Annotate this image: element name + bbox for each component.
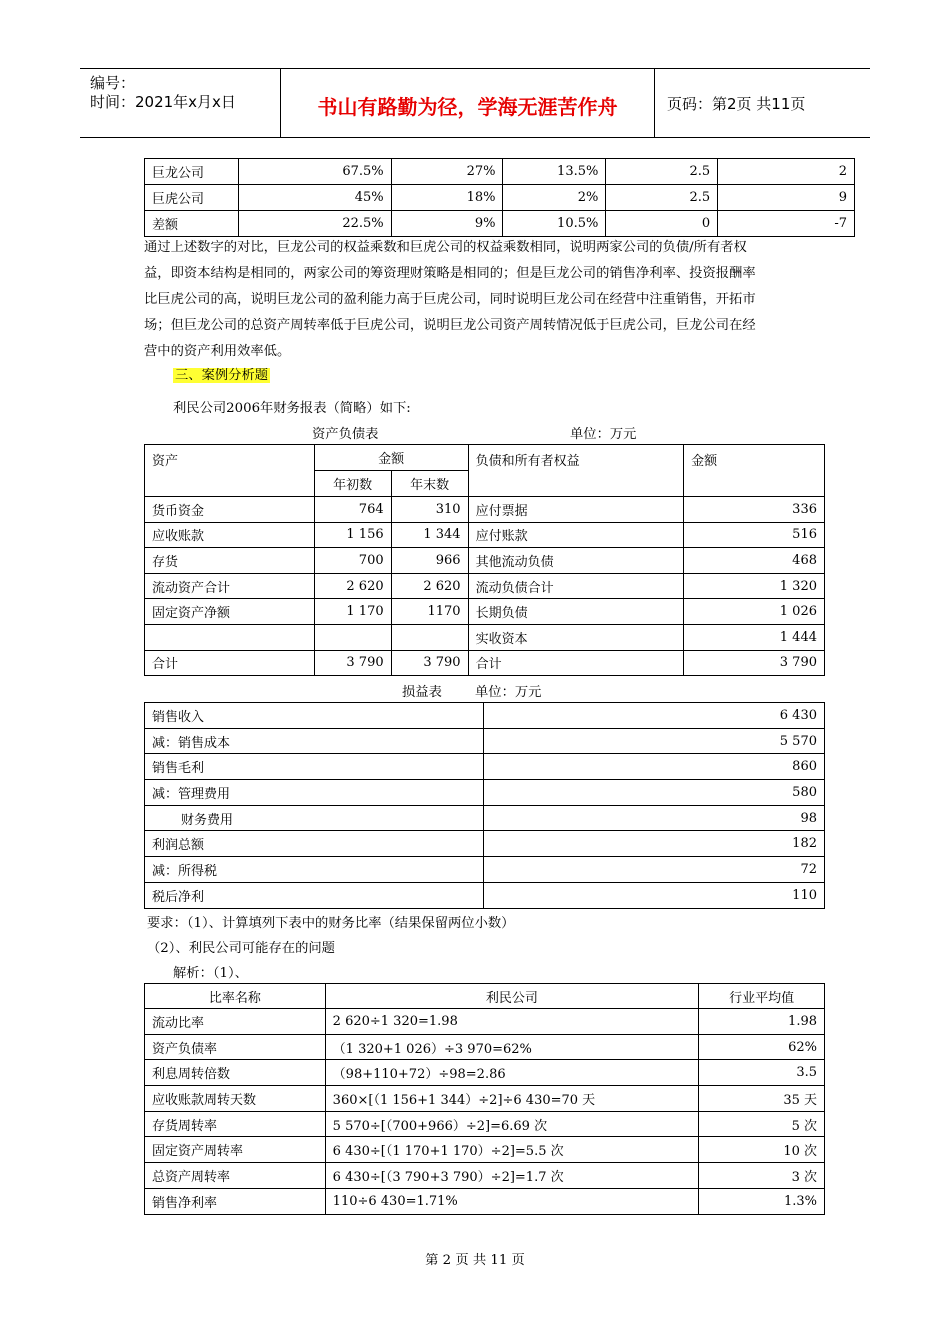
table-row — [145, 703, 825, 729]
liability-value-cell: 1 444 — [684, 624, 825, 650]
requirement-2: （2）、利民公司可能存在的问题 — [147, 941, 335, 956]
industry-avg-cell: 1.3% — [699, 1188, 825, 1214]
item-value-cell: 182 — [483, 831, 824, 857]
industry-avg-cell: 5 次 — [699, 1111, 825, 1137]
value-cell: 9% — [391, 211, 503, 237]
table-row — [145, 1060, 825, 1086]
header-amount-2: 金额 — [684, 445, 825, 497]
industry-avg-cell: 1.98 — [699, 1009, 825, 1035]
liability-name-cell: 长期负债 — [468, 599, 684, 625]
header-motto-cell — [281, 69, 655, 137]
value-cell: 0 — [606, 211, 718, 237]
industry-avg-cell: 3 次 — [699, 1163, 825, 1189]
table-row — [145, 211, 855, 237]
company-calc-cell: 360×[（1 156+1 344）÷2]÷6 430=70 天 — [325, 1086, 698, 1112]
ratio-name-cell: 固定资产周转率 — [145, 1137, 326, 1163]
page-footer: 第 2 页 共 11 页 — [425, 1253, 525, 1268]
item-value-cell: 580 — [483, 780, 824, 806]
value-cell: 2 — [718, 159, 855, 185]
analysis-line: 营中的资产利用效率低。 — [144, 344, 291, 359]
header-begin: 年初数 — [314, 471, 391, 497]
end-value-cell: 3 790 — [391, 650, 468, 676]
table-row — [145, 1188, 825, 1214]
intro-text: 利民公司2006年财务报表（简略）如下: — [173, 401, 411, 416]
ratio-table — [144, 983, 825, 1215]
table-row — [145, 185, 855, 211]
industry-avg-cell: 35 天 — [699, 1086, 825, 1112]
table-row — [145, 728, 825, 754]
table-row — [145, 522, 825, 548]
item-name-cell: 减：所得税 — [145, 857, 484, 883]
item-name-cell: 财务费用 — [145, 805, 484, 831]
comparison-table — [144, 158, 855, 237]
asset-name-cell — [145, 624, 315, 650]
header-ratio-name: 比率名称 — [145, 984, 326, 1009]
table-row — [145, 548, 825, 574]
item-value-cell: 6 430 — [483, 703, 824, 729]
liability-value-cell: 516 — [684, 522, 825, 548]
header-meta — [80, 69, 281, 137]
table-row — [145, 624, 825, 650]
page-header — [80, 68, 870, 138]
header-page-cell — [655, 69, 870, 137]
item-name-cell: 税后净利 — [145, 882, 484, 908]
ratio-name-cell: 流动比率 — [145, 1009, 326, 1035]
value-cell: 27% — [391, 159, 503, 185]
ratio-name-cell: 销售净利率 — [145, 1188, 326, 1214]
header-company: 利民公司 — [325, 984, 698, 1009]
company-calc-cell: 110÷6 430=1.71% — [325, 1188, 698, 1214]
liability-name-cell: 合计 — [468, 650, 684, 676]
table-row — [145, 1111, 825, 1137]
industry-avg-cell: 3.5 — [699, 1060, 825, 1086]
header-industry-avg: 行业平均值 — [699, 984, 825, 1009]
value-cell: 13.5% — [503, 159, 606, 185]
company-name-cell: 巨龙公司 — [145, 159, 239, 185]
company-calc-cell: 2 620÷1 320=1.98 — [325, 1009, 698, 1035]
header-liabilities: 负债和所有者权益 — [468, 445, 684, 497]
begin-value-cell: 1 156 — [314, 522, 391, 548]
value-cell: 10.5% — [503, 211, 606, 237]
table-row — [145, 805, 825, 831]
begin-value-cell: 2 620 — [314, 573, 391, 599]
analysis-line: 益，即资本结构是相同的，两家公司的筹资理财策略是相同的；但是巨龙公司的销售净利率、投资报酬率 — [144, 266, 756, 281]
liability-value-cell: 336 — [684, 497, 825, 523]
company-name-cell: 巨虎公司 — [145, 185, 239, 211]
company-calc-cell: （98+110+72）÷98=2.86 — [325, 1060, 698, 1086]
number-label: 编号： — [90, 74, 136, 92]
header-assets: 资产 — [145, 445, 315, 497]
table-row — [145, 1137, 825, 1163]
ratio-name-cell: 利息周转倍数 — [145, 1060, 326, 1086]
item-name-cell: 销售毛利 — [145, 754, 484, 780]
end-value-cell: 1 344 — [391, 522, 468, 548]
value-cell: -7 — [718, 211, 855, 237]
liability-value-cell: 1 320 — [684, 573, 825, 599]
begin-value-cell: 3 790 — [314, 650, 391, 676]
value-cell: 2.5 — [606, 185, 718, 211]
header-end: 年末数 — [391, 471, 468, 497]
value-cell: 9 — [718, 185, 855, 211]
header-amount: 金额 — [314, 445, 468, 471]
table-row — [145, 1163, 825, 1189]
table-row — [145, 159, 855, 185]
table-row — [145, 857, 825, 883]
requirement-1: 要求：（1）、计算填列下表中的财务比率（结果保留两位小数） — [147, 916, 515, 931]
industry-avg-cell: 10 次 — [699, 1137, 825, 1163]
balance-sheet-table — [144, 444, 825, 676]
begin-value-cell — [314, 624, 391, 650]
company-name-cell: 差额 — [145, 211, 239, 237]
analysis-line: 场；但巨龙公司的总资产周转率低于巨虎公司，说明巨龙公司资产周转情况低于巨虎公司，巨龙公司在经 — [144, 318, 756, 333]
end-value-cell: 310 — [391, 497, 468, 523]
ratio-name-cell: 资产负债率 — [145, 1034, 326, 1060]
liability-value-cell: 3 790 — [684, 650, 825, 676]
company-calc-cell: （1 320+1 026）÷3 970=62% — [325, 1034, 698, 1060]
balance-unit: 单位：万元 — [570, 427, 637, 442]
asset-name-cell: 货币资金 — [145, 497, 315, 523]
begin-value-cell: 1 170 — [314, 599, 391, 625]
item-name-cell: 销售收入 — [145, 703, 484, 729]
table-row — [145, 1086, 825, 1112]
section-title — [173, 364, 270, 383]
begin-value-cell: 700 — [314, 548, 391, 574]
liability-name-cell: 其他流动负债 — [468, 548, 684, 574]
value-cell: 67.5% — [238, 159, 391, 185]
company-calc-cell: 5 570÷[（700+966）÷2]=6.69 次 — [325, 1111, 698, 1137]
item-name-cell: 减：管理费用 — [145, 780, 484, 806]
analysis-line: 通过上述数字的对比，巨龙公司的权益乘数和巨虎公司的权益乘数相同，说明两家公司的负债/所有者权 — [144, 240, 747, 255]
liability-value-cell: 468 — [684, 548, 825, 574]
motto: 书山有路勤为径，学海无涯苦作舟 — [317, 95, 618, 119]
table-row — [145, 882, 825, 908]
table-row — [145, 1009, 825, 1035]
liability-value-cell: 1 026 — [684, 599, 825, 625]
value-cell: 2% — [503, 185, 606, 211]
table-row — [145, 754, 825, 780]
table-row — [145, 497, 825, 523]
balance-title: 资产负债表 — [312, 427, 379, 442]
item-name-cell: 减：销售成本 — [145, 728, 484, 754]
time-label: 时间：2021年x月x日 — [90, 93, 236, 111]
liability-name-cell: 流动负债合计 — [468, 573, 684, 599]
item-value-cell: 860 — [483, 754, 824, 780]
income-statement-table — [144, 702, 825, 909]
page-info: 页码：第2页 共11页 — [667, 95, 806, 113]
income-title: 损益表 — [402, 685, 442, 700]
solution-label: 解析：（1）、 — [173, 966, 248, 981]
table-row — [145, 573, 825, 599]
end-value-cell: 1170 — [391, 599, 468, 625]
end-value-cell: 2 620 — [391, 573, 468, 599]
industry-avg-cell: 62% — [699, 1034, 825, 1060]
value-cell: 18% — [391, 185, 503, 211]
analysis-line: 比巨虎公司的高，说明巨龙公司的盈利能力高于巨虎公司，同时说明巨龙公司在经营中注重销售，开拓市 — [144, 292, 756, 307]
table-row — [145, 650, 825, 676]
ratio-name-cell: 应收账款周转天数 — [145, 1086, 326, 1112]
item-value-cell: 72 — [483, 857, 824, 883]
item-value-cell: 98 — [483, 805, 824, 831]
value-cell: 45% — [238, 185, 391, 211]
company-calc-cell: 6 430÷[（3 790+3 790）÷2]=1.7 次 — [325, 1163, 698, 1189]
analysis-paragraph — [144, 235, 844, 365]
liability-name-cell: 应付账款 — [468, 522, 684, 548]
value-cell: 22.5% — [238, 211, 391, 237]
asset-name-cell: 固定资产净额 — [145, 599, 315, 625]
ratio-name-cell: 总资产周转率 — [145, 1163, 326, 1189]
end-value-cell: 966 — [391, 548, 468, 574]
item-value-cell: 5 570 — [483, 728, 824, 754]
company-calc-cell: 6 430÷[（1 170+1 170）÷2]=5.5 次 — [325, 1137, 698, 1163]
value-cell: 2.5 — [606, 159, 718, 185]
asset-name-cell: 合计 — [145, 650, 315, 676]
end-value-cell — [391, 624, 468, 650]
begin-value-cell: 764 — [314, 497, 391, 523]
liability-name-cell: 实收资本 — [468, 624, 684, 650]
liability-name-cell: 应付票据 — [468, 497, 684, 523]
asset-name-cell: 流动资产合计 — [145, 573, 315, 599]
item-value-cell: 110 — [483, 882, 824, 908]
asset-name-cell: 应收账款 — [145, 522, 315, 548]
item-name-cell: 利润总额 — [145, 831, 484, 857]
ratio-name-cell: 存货周转率 — [145, 1111, 326, 1137]
table-row — [145, 780, 825, 806]
section-title-text: 三、案例分析题 — [175, 368, 269, 383]
table-row — [145, 1034, 825, 1060]
income-unit: 单位：万元 — [475, 685, 542, 700]
table-row — [145, 599, 825, 625]
table-row — [145, 831, 825, 857]
asset-name-cell: 存货 — [145, 548, 315, 574]
